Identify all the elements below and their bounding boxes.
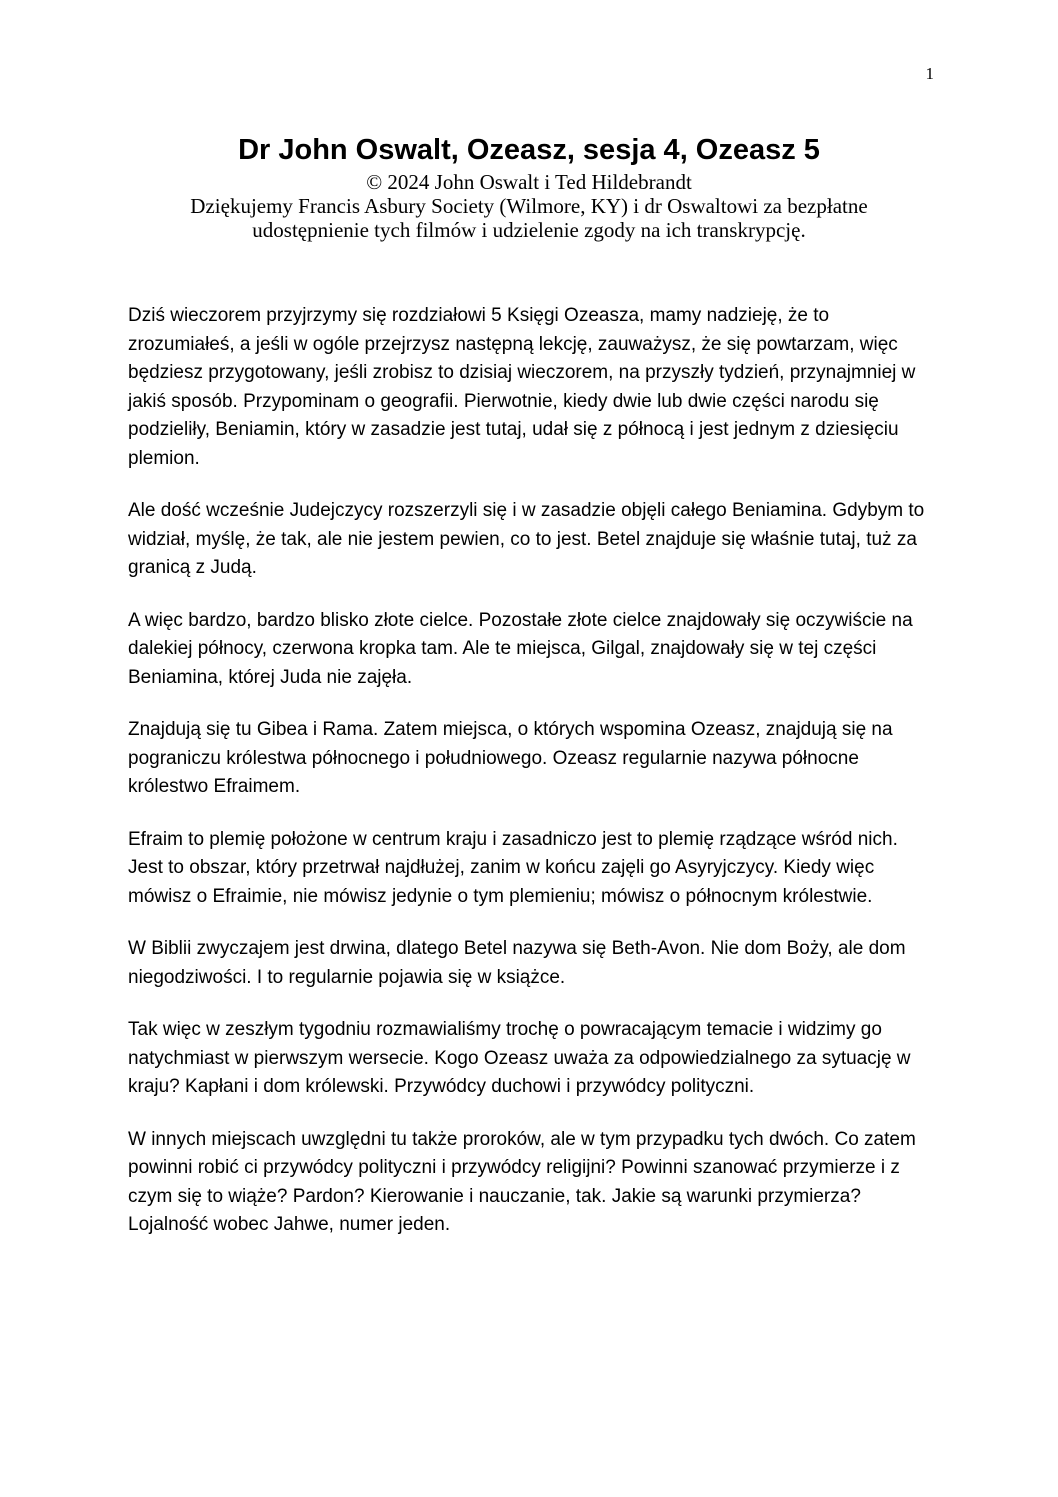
paragraph: Znajdują się tu Gibea i Rama. Zatem miejsca, o których wspomina Ozeasz, znajdują się na pograniczu królestwa północnego i południowego. Ozeasz regularnie nazywa północne królestwo Efraimem. xyxy=(128,719,893,797)
paragraph: W Biblii zwyczajem jest drwina, dlatego Betel nazywa się Beth-Avon. Nie dom Boży, ale dom niegodziwości. I to regularnie pojawia się w książce. xyxy=(128,938,906,988)
document-title: Dr John Oswalt, Ozeasz, sesja 4, Ozeasz 5 xyxy=(238,134,820,166)
paragraph: Dziś wieczorem przyjrzymy się rozdziałowi 5 Księgi Ozeasza, mamy nadzieję, że to zrozumiałeś, a jeśli w ogóle przejrzysz następną lekcję, zauważysz, że się powtarzam, więc będziesz przygotowany, jeśli zrobisz to dzisiaj wieczorem, na przyszły tydzień, przynajmniej w jakiś sposób. Przypominam o geografii. Pierwotnie, kiedy dwie lub dwie części narodu się podzieliły, Beniamin, który w zasadzie jest tutaj, udał się z północą i jest jednym z dziesięciu plemion. xyxy=(128,305,916,469)
transcript-body xyxy=(128,302,933,1264)
paragraph: Tak więc w zeszłym tygodniu rozmawialiśmy trochę o powracającym temacie i widzimy go natychmiast w pierwszym wersecie. Kogo Ozeasz uważa za odpowiedzialnego za sytuację w kraju? Kapłani i dom królewski. Przywódcy duchowi i przywódcy polityczni. xyxy=(128,1019,911,1097)
paragraph: W innych miejscach uwzględni tu także proroków, ale w tym przypadku tych dwóch. Co zatem powinni robić ci przywódcy polityczni i przywódcy religijni? Powinni szanować przymierze i z czym się to wiąże? Pardon? Kierowanie i nauczanie, tak. Jakie są warunki przymierza? Lojalność wobec Jahwe, numer jeden. xyxy=(128,1128,916,1235)
page-number: 1 xyxy=(925,64,934,83)
paragraph: Efraim to plemię położone w centrum kraju i zasadniczo jest to plemię rządzące wśród nich. Jest to obszar, który przetrwał najdłużej, zanim w końcu zajęli go Asyryjczycy. Kiedy więc mówisz o Efraimie, nie mówisz jedynie o tym plemieniu; mówisz o północnym królestwie. xyxy=(128,828,898,907)
paragraph: Ale dość wcześnie Judejczycy rozszerzyli się i w zasadzie objęli całego Beniamina. Gdybym to widział, myślę, że tak, ale nie jestem pewien, co to jest. Betel znajduje się właśnie tutaj, tuż za granicą z Judą. xyxy=(128,500,925,578)
copyright-line: © 2024 John Oswalt i Ted Hildebrandt xyxy=(366,170,692,194)
acknowledgement-line-2: udostępnienie tych filmów i udzielenie zgody na ich transkrypcję. xyxy=(252,218,806,242)
document-header xyxy=(100,130,958,242)
acknowledgement-line-1: Dziękujemy Francis Asbury Society (Wilmore, KY) i dr Oswaltowi za bezpłatne xyxy=(190,194,868,218)
paragraph: A więc bardzo, bardzo blisko złote cielce. Pozostałe złote cielce znajdowały się oczywiście na dalekiej północy, czerwona kropka tam. Ale te miejsca, Gilgal, znajdowały się w tej części Beniamina, której Juda nie zajęła. xyxy=(128,609,913,688)
